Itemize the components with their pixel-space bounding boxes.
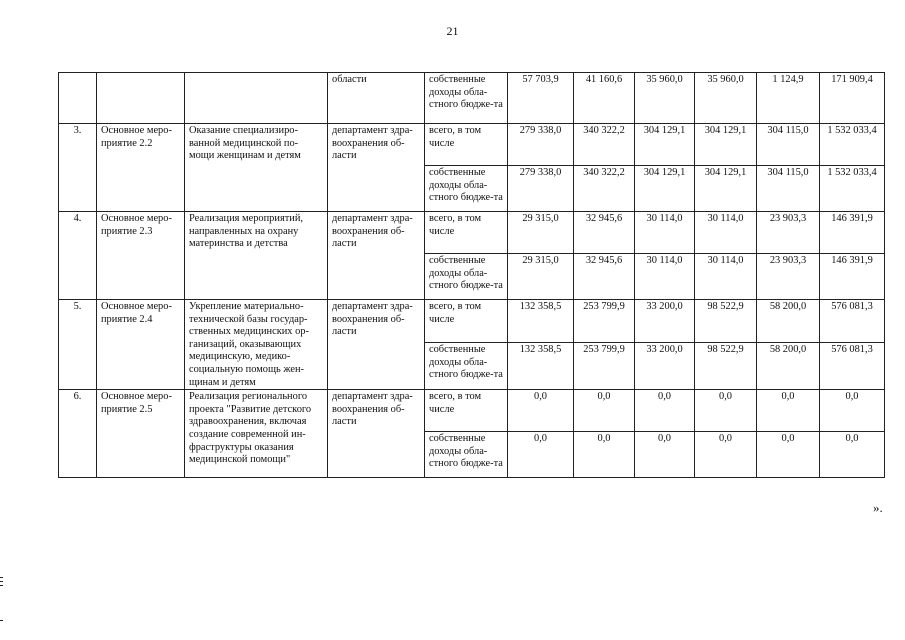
value-cell: 58 200,0 [757, 343, 820, 390]
table-row-continuation [59, 73, 885, 124]
value-cell: 32 945,6 [574, 254, 635, 300]
value-cell: 29 315,0 [508, 254, 574, 300]
value-cell: 33 200,0 [635, 300, 695, 343]
funding-source-cell: собственные доходы обла-стного бюдже-та [425, 73, 508, 124]
name-cell: Укрепление материально-технической базы государ-ственных медицинских ор-ганизаций, оказывающих медицинскую, медико-социальную помощь жен-щинам и детям [185, 300, 328, 390]
value-cell: 30 114,0 [635, 254, 695, 300]
value-cell: 23 903,3 [757, 212, 820, 254]
value-cell: 0,0 [574, 432, 635, 478]
value-cell: 340 322,2 [574, 124, 635, 166]
value-cell: 304 129,1 [695, 124, 757, 166]
value-cell: 0,0 [635, 390, 695, 432]
table-body [59, 73, 885, 478]
table-row [59, 390, 885, 432]
funding-source-cell: всего, в том числе [425, 390, 508, 432]
funding-source-cell: собственные доходы обла-стного бюдже-та [425, 432, 508, 478]
funding-source-cell: всего, в том числе [425, 212, 508, 254]
executor-cell: департамент здра-воохранения об-ласти [328, 300, 425, 390]
value-cell: 32 945,6 [574, 212, 635, 254]
value-cell: 304 129,1 [635, 166, 695, 212]
value-cell: 146 391,9 [820, 212, 885, 254]
value-cell: 304 129,1 [695, 166, 757, 212]
activity-cell: Основное меро-приятие 2.3 [97, 212, 185, 300]
executor-cell: департамент здра-воохранения об-ласти [328, 390, 425, 478]
table-row [59, 212, 885, 254]
table-row [59, 124, 885, 166]
margin-mark [0, 585, 3, 586]
funding-source-cell: собственные доходы обла-стного бюдже-та [425, 254, 508, 300]
value-cell: 0,0 [757, 390, 820, 432]
value-cell: 253 799,9 [574, 343, 635, 390]
value-cell: 132 358,5 [508, 300, 574, 343]
value-cell: 98 522,9 [695, 300, 757, 343]
value-cell: 1 532 033,4 [820, 124, 885, 166]
value-cell: 30 114,0 [695, 212, 757, 254]
value-cell: 30 114,0 [635, 212, 695, 254]
index-cell: 5. [59, 300, 97, 390]
index-cell: 4. [59, 212, 97, 300]
name-cell: Реализация мероприятий, направленных на охрану материнства и детства [185, 212, 328, 300]
name-cell: Оказание специализиро-ванной медицинской по-мощи женщинам и детям [185, 124, 328, 212]
margin-mark [0, 620, 3, 621]
value-cell: 0,0 [695, 390, 757, 432]
value-cell: 304 115,0 [757, 166, 820, 212]
value-cell: 98 522,9 [695, 343, 757, 390]
value-cell: 0,0 [508, 432, 574, 478]
value-cell: 35 960,0 [635, 73, 695, 124]
value-cell: 253 799,9 [574, 300, 635, 343]
activity-cell [97, 73, 185, 124]
budget-table [58, 72, 885, 478]
activity-cell: Основное меро-приятие 2.4 [97, 300, 185, 390]
value-cell: 279 338,0 [508, 166, 574, 212]
index-cell: 6. [59, 390, 97, 478]
value-cell: 29 315,0 [508, 212, 574, 254]
value-cell: 279 338,0 [508, 124, 574, 166]
value-cell: 0,0 [820, 432, 885, 478]
margin-mark [0, 577, 3, 578]
table-row [59, 300, 885, 343]
value-cell: 340 322,2 [574, 166, 635, 212]
funding-source-cell: собственные доходы обла-стного бюдже-та [425, 166, 508, 212]
value-cell: 23 903,3 [757, 254, 820, 300]
value-cell: 1 124,9 [757, 73, 820, 124]
index-cell [59, 73, 97, 124]
activity-cell: Основное меро-приятие 2.2 [97, 124, 185, 212]
funding-source-cell: всего, в том числе [425, 300, 508, 343]
closing-quote: ». [873, 500, 883, 515]
value-cell: 57 703,9 [508, 73, 574, 124]
value-cell: 0,0 [695, 432, 757, 478]
name-cell [185, 73, 328, 124]
page-number: 21 [446, 24, 459, 38]
value-cell: 146 391,9 [820, 254, 885, 300]
funding-source-cell: всего, в том числе [425, 124, 508, 166]
value-cell: 58 200,0 [757, 300, 820, 343]
activity-cell: Основное меро-приятие 2.5 [97, 390, 185, 478]
executor-cell: департамент здра-воохранения об-ласти [328, 212, 425, 300]
value-cell: 0,0 [508, 390, 574, 432]
executor-cell: области [328, 73, 425, 124]
value-cell: 0,0 [574, 390, 635, 432]
value-cell: 1 532 033,4 [820, 166, 885, 212]
value-cell: 132 358,5 [508, 343, 574, 390]
index-cell: 3. [59, 124, 97, 212]
value-cell: 41 160,6 [574, 73, 635, 124]
value-cell: 35 960,0 [695, 73, 757, 124]
value-cell: 576 081,3 [820, 300, 885, 343]
value-cell: 0,0 [635, 432, 695, 478]
value-cell: 0,0 [820, 390, 885, 432]
margin-mark [0, 581, 3, 582]
value-cell: 30 114,0 [695, 254, 757, 300]
value-cell: 304 115,0 [757, 124, 820, 166]
value-cell: 0,0 [757, 432, 820, 478]
value-cell: 304 129,1 [635, 124, 695, 166]
funding-source-cell: собственные доходы обла-стного бюдже-та [425, 343, 508, 390]
executor-cell: департамент здра-воохранения об-ласти [328, 124, 425, 212]
value-cell: 171 909,4 [820, 73, 885, 124]
value-cell: 576 081,3 [820, 343, 885, 390]
name-cell: Реализация регионального проекта "Развитие детского здравоохранения, включая создание современной ин-фраструктуры оказания медицинской помощи" [185, 390, 328, 478]
value-cell: 33 200,0 [635, 343, 695, 390]
